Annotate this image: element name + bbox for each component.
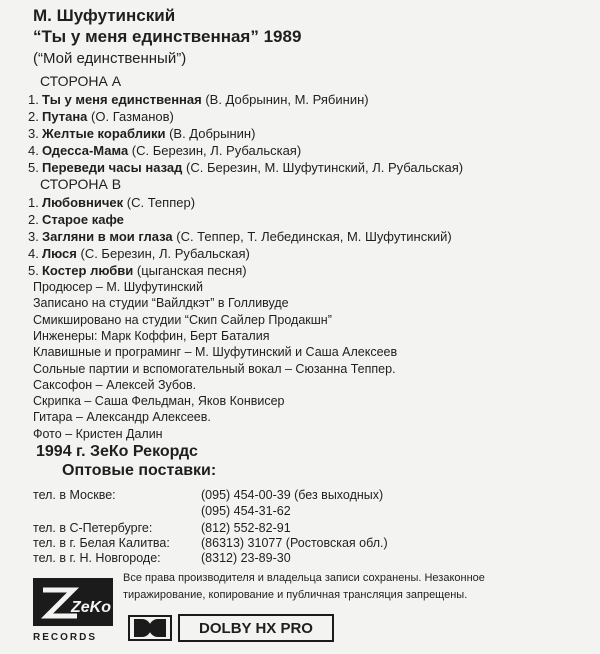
- track-title: Одесса-Мама: [42, 143, 129, 158]
- album-title: “Ты у меня единственная” 1989: [33, 27, 302, 46]
- track-title: Любовничек: [42, 195, 124, 210]
- track-title: Желтые кораблики: [42, 126, 166, 141]
- phone-city: тел. в Москве:: [33, 488, 116, 502]
- album-alt-title: (“Мой единственный”): [33, 50, 187, 67]
- track-title: Люся: [42, 246, 77, 261]
- track-credits: (С. Теппер, Т. Лебединская, М. Шуфутинский): [172, 229, 452, 244]
- phone-number: (86313) 31077 (Ростовская обл.): [201, 536, 388, 550]
- logo-mark-text: ZeKo: [71, 599, 111, 616]
- credit-line: Скрипка – Саша Фельдман, Яков Конвисер: [33, 394, 285, 409]
- artist-name: М. Шуфутинский: [33, 6, 176, 25]
- zeko-logo: [33, 578, 113, 626]
- track-credits: (В. Добрынин, М. Рябинин): [201, 92, 369, 107]
- credit-line: Фото – Кристен Далин: [33, 426, 163, 441]
- track-number: 2.: [28, 212, 39, 227]
- credit-line: Смикшировано на студии “Скип Сайлер Продакшн”: [33, 312, 332, 327]
- track-title: Ты у меня единственная: [42, 92, 202, 107]
- credit-line: Гитара – Александр Алексеев.: [33, 410, 211, 425]
- phone-number: (095) 454-00-39 (без выходных): [201, 488, 384, 502]
- track-number: 4.: [28, 246, 39, 261]
- track-row: [28, 229, 452, 244]
- dolby-double-d-icon: [128, 615, 172, 641]
- track-number: 3.: [28, 229, 39, 244]
- dolby-hx-pro-badge: [178, 614, 334, 642]
- wholesale-heading: Оптовые поставки:: [62, 462, 217, 479]
- track-row: [28, 246, 250, 261]
- track-row: [28, 109, 174, 124]
- logo-caption: RECORDS: [33, 632, 98, 643]
- side-a-label: СТОРОНА А: [40, 73, 122, 89]
- track-credits: (С. Березин, Л. Рубальская): [76, 246, 250, 261]
- track-row: [28, 212, 124, 227]
- credit-line: Сольные партии и вспомогательный вокал – Сюзанна Теппер.: [33, 361, 396, 376]
- track-title: Путана: [42, 109, 88, 124]
- side-b-label: СТОРОНА В: [40, 176, 122, 192]
- credit-line: Записано на студии “Вайлдкэт” в Голливуде: [33, 296, 289, 311]
- track-credits: (В. Добрынин): [165, 126, 256, 141]
- track-credits: (О. Газманов): [87, 109, 174, 124]
- track-row: [28, 160, 463, 175]
- track-title: Загляни в мои глаза: [42, 229, 173, 244]
- track-number: 3.: [28, 126, 39, 141]
- track-credits: (С. Березин, М. Шуфутинский, Л. Рубальская): [182, 160, 464, 175]
- phone-city: тел. в г. Белая Калитва:: [33, 536, 170, 550]
- publisher-line: 1994 г. ЗеКо Рекордс: [36, 443, 198, 460]
- track-title: Старое кафе: [42, 212, 124, 227]
- track-number: 5.: [28, 160, 39, 175]
- zeko-logo-icon: [33, 578, 113, 626]
- credit-line: Инженеры: Марк Коффин, Берт Баталия: [33, 328, 270, 343]
- credit-line: Продюсер – М. Шуфутинский: [33, 280, 203, 294]
- track-title: Переведи часы назад: [42, 160, 183, 175]
- track-number: 1.: [28, 195, 39, 210]
- track-number: 1.: [28, 92, 39, 107]
- phone-number: (095) 454-31-62: [201, 504, 291, 518]
- track-row: [28, 126, 255, 141]
- phone-number: (8312) 23-89-30: [201, 551, 291, 565]
- credit-line: Саксофон – Алексей Зубов.: [33, 377, 197, 392]
- track-row: [28, 143, 301, 158]
- track-row: [28, 92, 369, 107]
- legal-notice: Все права производителя и владельца записи сохранены. Незаконное тиражирование, копирование и публичная трансляция запрещены.: [123, 572, 485, 601]
- track-row: [28, 263, 247, 278]
- track-credits: (цыганская песня): [133, 263, 247, 278]
- track-number: 2.: [28, 109, 39, 124]
- dolby-label: DOLBY HX PRO: [199, 619, 313, 637]
- track-credits: (С. Березин, Л. Рубальская): [128, 143, 302, 158]
- track-title: Костер любви: [42, 263, 134, 278]
- phone-number: (812) 552-82-91: [201, 521, 291, 535]
- track-credits: (С. Теппер): [123, 195, 196, 210]
- track-row: [28, 195, 195, 210]
- phone-city: тел. в г. Н. Новгороде:: [33, 551, 161, 565]
- credit-line: Клавишные и програминг – М. Шуфутинский и Саша Алексеев: [33, 345, 398, 360]
- phone-city: тел. в С-Петербурге:: [33, 521, 153, 535]
- track-number: 5.: [28, 263, 39, 278]
- track-number: 4.: [28, 143, 39, 158]
